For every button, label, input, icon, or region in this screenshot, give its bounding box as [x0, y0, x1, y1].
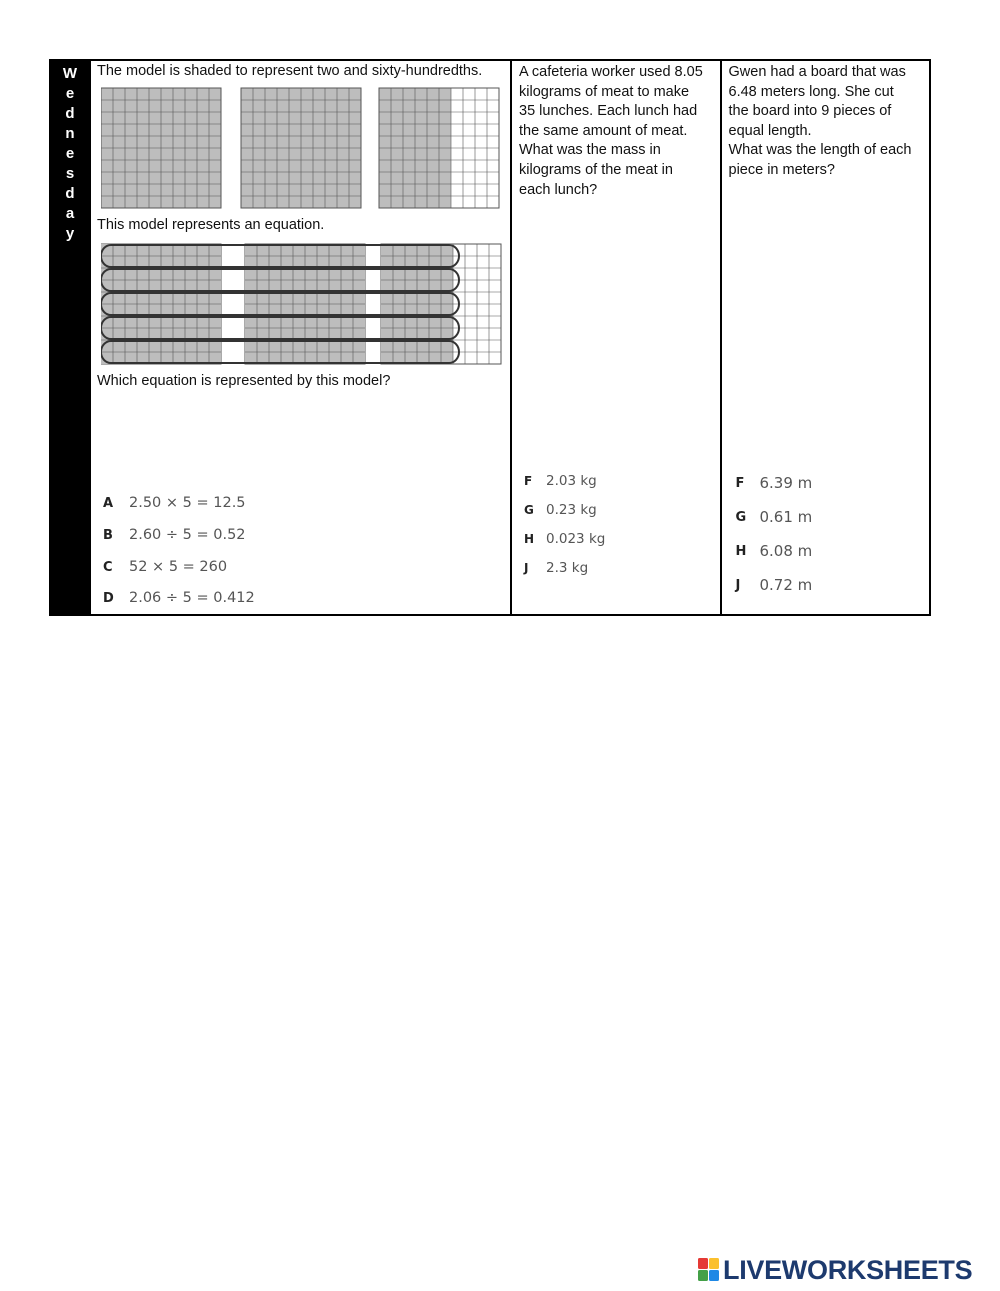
choice-text: 2.60 ÷ 5 = 0.52	[129, 527, 246, 543]
q3-line: the board into 9 pieces of	[728, 103, 892, 120]
q2-line: kilograms of the meat in	[519, 161, 673, 178]
day-letter: e	[65, 145, 75, 162]
choice-text: 2.03 kg	[546, 473, 597, 489]
choice-text: 2.50 × 5 = 12.5	[129, 495, 246, 511]
q3-line: 6.48 meters long. She cut	[728, 83, 894, 100]
choice-text: 2.06 ÷ 5 = 0.412	[129, 590, 255, 606]
live-logo-icon	[698, 1258, 720, 1282]
logo-tile	[698, 1270, 708, 1281]
choice-text: 0.61 m	[759, 508, 813, 526]
q2-line: A cafeteria worker used 8.05	[519, 64, 703, 80]
choice-text: 0.23 kg	[546, 502, 597, 518]
choice-letter: A	[103, 495, 114, 511]
day-letter: n	[65, 125, 75, 142]
day-letter: e	[65, 85, 75, 102]
hundred-grid	[381, 244, 501, 364]
answer-choice-g[interactable]	[736, 508, 813, 526]
logo-tile	[698, 1258, 708, 1269]
answer-choice-j[interactable]	[524, 560, 588, 576]
day-letter: d	[65, 105, 75, 122]
choice-letter: G	[524, 503, 534, 517]
choice-letter: B	[103, 527, 113, 543]
q3-line: Gwen had a board that was	[728, 64, 906, 80]
answer-choice-f[interactable]	[524, 473, 597, 489]
logo-tile	[709, 1258, 719, 1269]
question-3-cell	[720, 61, 930, 614]
q3-line: equal length.	[728, 122, 812, 139]
day-label-bar	[51, 61, 89, 614]
day-letter: a	[65, 205, 75, 222]
day-letter: d	[65, 185, 75, 202]
hundred-grid	[245, 244, 365, 364]
choice-text: 2.3 kg	[546, 560, 589, 576]
q1-question: Which equation is represented by this model?	[97, 373, 391, 389]
q3-line: What was the length of each	[728, 142, 912, 159]
hundred-grid	[241, 88, 361, 208]
choice-letter: J	[524, 561, 529, 575]
hundred-grid	[101, 88, 221, 208]
choice-text: 6.08 m	[759, 542, 813, 560]
answer-choice-h[interactable]	[736, 542, 813, 560]
hundredths-grid-model	[101, 86, 513, 210]
answer-choice-h[interactable]	[524, 531, 605, 547]
question-2-cell	[510, 61, 720, 614]
answer-choice-c[interactable]	[103, 559, 227, 575]
q3-line: piece in meters?	[728, 161, 835, 178]
q2-text	[519, 63, 716, 200]
answer-choice-j[interactable]	[736, 576, 813, 594]
worksheet-table	[49, 59, 931, 616]
choice-text: 0.023 kg	[546, 531, 606, 547]
answer-choice-f[interactable]	[736, 474, 813, 492]
answer-choice-d[interactable]	[103, 590, 255, 606]
q2-line: What was the mass in	[519, 142, 661, 159]
q2-line: kilograms of meat to make	[519, 83, 690, 100]
hundred-grid	[379, 88, 499, 208]
logo-tile	[709, 1270, 719, 1281]
answer-choice-b[interactable]	[103, 527, 246, 543]
choice-letter: D	[103, 590, 114, 606]
q3-text	[729, 63, 926, 181]
liveworksheets-logo	[698, 1255, 972, 1285]
answer-choice-g[interactable]	[524, 502, 597, 518]
day-letter: W	[62, 65, 78, 82]
q2-line: 35 lunches. Each lunch had	[519, 103, 698, 120]
q1-intro: The model is shaded to represent two and sixty-hundredths.	[97, 63, 483, 79]
day-letter: s	[65, 165, 75, 182]
question-1-cell	[89, 61, 510, 614]
choice-letter: J	[735, 577, 741, 593]
choice-letter: F	[735, 475, 745, 491]
brand-name: LIVEWORKSHEETS	[723, 1254, 973, 1285]
choice-text: 52 × 5 = 260	[129, 559, 228, 575]
choice-text: 6.39 m	[759, 474, 813, 492]
choice-letter: H	[735, 543, 747, 559]
q2-line: each lunch?	[519, 181, 598, 198]
answer-choice-a[interactable]	[103, 495, 246, 511]
choice-text: 0.72 m	[759, 576, 813, 594]
choice-letter: G	[735, 509, 747, 525]
day-letter: y	[65, 225, 75, 242]
division-grouping-model	[101, 241, 503, 367]
choice-letter: F	[524, 474, 533, 488]
q2-line: the same amount of meat.	[519, 122, 688, 139]
hundred-grid	[101, 244, 221, 364]
choice-letter: C	[103, 559, 113, 575]
choice-letter: H	[524, 532, 535, 546]
q1-prompt: This model represents an equation.	[97, 217, 325, 233]
